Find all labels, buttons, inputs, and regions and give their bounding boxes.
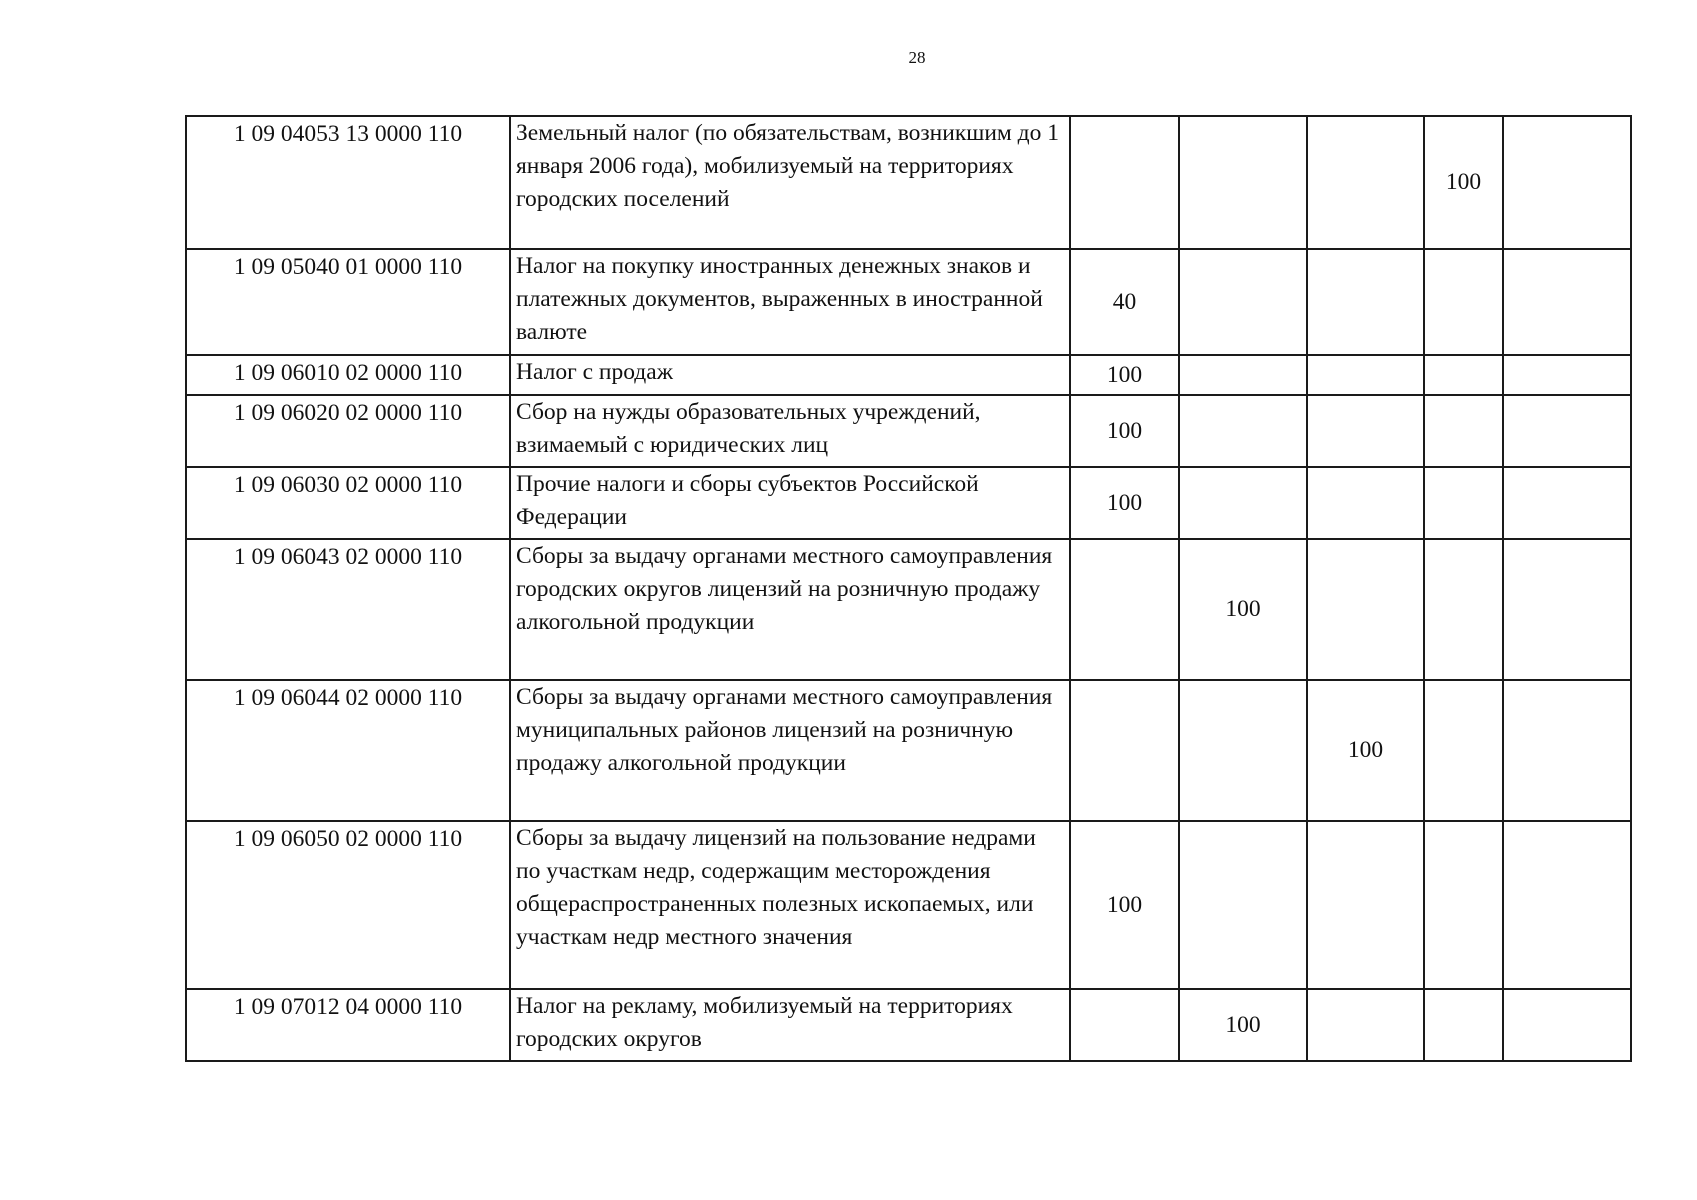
share-cell: 100: [1070, 467, 1179, 539]
share-cell: 100: [1424, 116, 1503, 249]
classification-code: 1 09 06030 02 0000 110: [186, 467, 510, 539]
share-cell: [1070, 116, 1179, 249]
share-cell: [1307, 539, 1424, 680]
classification-code: 1 09 04053 13 0000 110: [186, 116, 510, 249]
share-cell: [1179, 680, 1307, 821]
share-cell: [1307, 355, 1424, 395]
revenue-name: Сбор на нужды образовательных учреждений, взимаемый с юридических лиц: [510, 395, 1070, 467]
share-cell: [1503, 989, 1631, 1061]
revenue-name: Сборы за выдачу органами местного самоуправления городских округов лицензий на розничную продажу алкогольной продукции: [510, 539, 1070, 680]
share-cell: [1070, 539, 1179, 680]
share-cell: [1179, 821, 1307, 989]
revenue-name: Сборы за выдачу лицензий на пользование недрами по участкам недр, содержащим месторождения общераспространенных полезных ископаемых, или участкам недр местного значения: [510, 821, 1070, 989]
share-cell: [1179, 249, 1307, 355]
table-row: [186, 395, 1631, 467]
share-cell: [1307, 395, 1424, 467]
share-cell: [1424, 395, 1503, 467]
share-cell: [1179, 116, 1307, 249]
classification-code: 1 09 07012 04 0000 110: [186, 989, 510, 1061]
revenue-name: Налог на рекламу, мобилизуемый на территориях городских округов: [510, 989, 1070, 1061]
table-row: [186, 821, 1631, 989]
share-cell: [1424, 989, 1503, 1061]
classification-code: 1 09 06010 02 0000 110: [186, 355, 510, 395]
share-cell: [1307, 821, 1424, 989]
share-cell: [1424, 249, 1503, 355]
table-row: [186, 989, 1631, 1061]
revenue-name: Налог с продаж: [510, 355, 1070, 395]
share-cell: [1307, 116, 1424, 249]
table-row: [186, 355, 1631, 395]
share-cell: 100: [1179, 989, 1307, 1061]
share-cell: [1503, 395, 1631, 467]
share-cell: 40: [1070, 249, 1179, 355]
revenue-name: Налог на покупку иностранных денежных знаков и платежных документов, выраженных в иностранной валюте: [510, 249, 1070, 355]
classification-code: 1 09 06020 02 0000 110: [186, 395, 510, 467]
revenue-name: Земельный налог (по обязательствам, возникшим до 1 января 2006 года), мобилизуемый на территориях городских поселений: [510, 116, 1070, 249]
share-cell: [1503, 539, 1631, 680]
share-cell: [1503, 355, 1631, 395]
share-cell: [1503, 249, 1631, 355]
share-cell: [1307, 467, 1424, 539]
table-row: [186, 116, 1631, 249]
share-cell: [1503, 116, 1631, 249]
share-cell: 100: [1070, 821, 1179, 989]
share-cell: [1503, 821, 1631, 989]
share-cell: [1424, 539, 1503, 680]
revenue-name: Сборы за выдачу органами местного самоуправления муниципальных районов лицензий на розничную продажу алкогольной продукции: [510, 680, 1070, 821]
share-cell: [1179, 395, 1307, 467]
share-cell: 100: [1179, 539, 1307, 680]
share-cell: [1503, 680, 1631, 821]
share-cell: 100: [1070, 355, 1179, 395]
page-number: 28: [908, 48, 926, 67]
share-cell: [1424, 467, 1503, 539]
share-cell: [1424, 355, 1503, 395]
share-cell: [1424, 821, 1503, 989]
classification-code: 1 09 06043 02 0000 110: [186, 539, 510, 680]
table-row: [186, 680, 1631, 821]
share-cell: [1179, 467, 1307, 539]
share-cell: 100: [1070, 395, 1179, 467]
revenue-name: Прочие налоги и сборы субъектов Российской Федерации: [510, 467, 1070, 539]
share-cell: [1070, 680, 1179, 821]
table-row: [186, 467, 1631, 539]
classification-code: 1 09 06050 02 0000 110: [186, 821, 510, 989]
share-cell: [1070, 989, 1179, 1061]
revenue-distribution-table: [185, 115, 1632, 1062]
share-cell: 100: [1307, 680, 1424, 821]
share-cell: [1503, 467, 1631, 539]
share-cell: [1424, 680, 1503, 821]
share-cell: [1179, 355, 1307, 395]
table-row: [186, 539, 1631, 680]
table-row: [186, 249, 1631, 355]
share-cell: [1307, 989, 1424, 1061]
classification-code: 1 09 05040 01 0000 110: [186, 249, 510, 355]
classification-code: 1 09 06044 02 0000 110: [186, 680, 510, 821]
share-cell: [1307, 249, 1424, 355]
